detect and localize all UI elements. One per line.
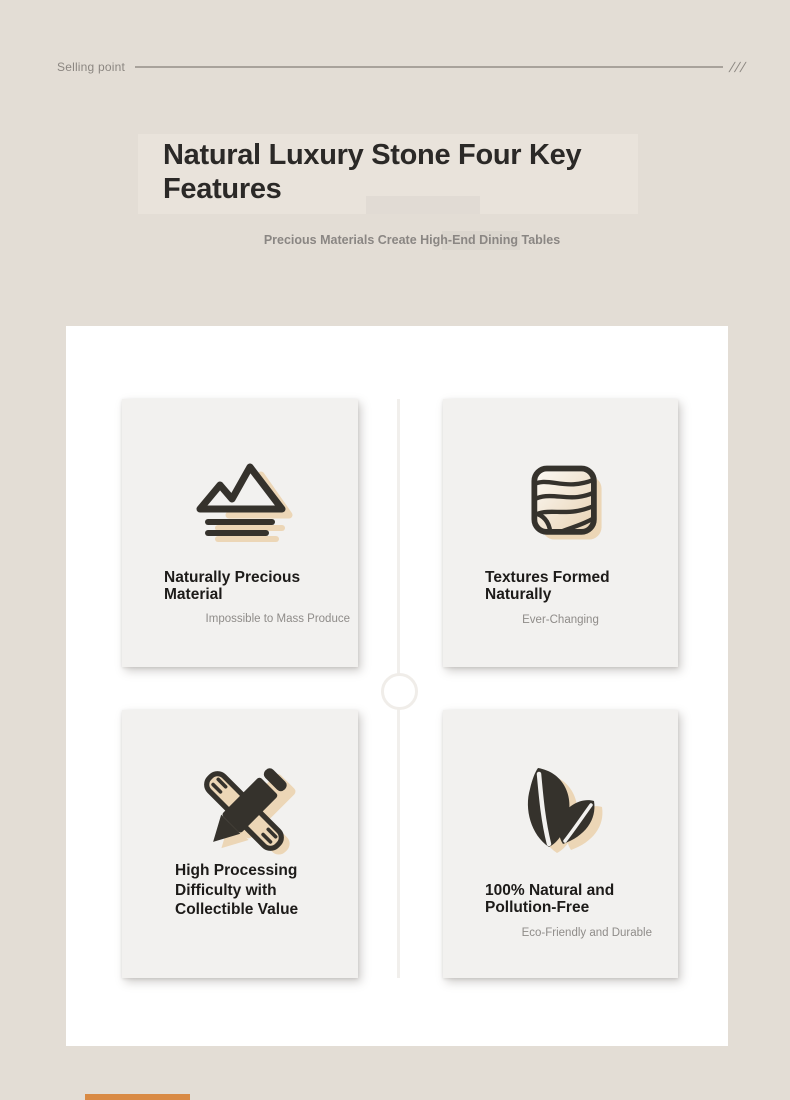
texture-waves-icon — [519, 457, 615, 553]
divider-node-circle — [381, 673, 418, 710]
feature-title: Naturally Precious Material — [164, 569, 301, 603]
slashes-decoration: /// — [728, 59, 748, 75]
feature-title: High Processing Difficulty with Collectible Value — [175, 862, 299, 918]
header-row — [57, 59, 746, 75]
feature-card-processing — [122, 710, 358, 978]
page-title: Natural Luxury Stone Four Key Features — [163, 139, 582, 205]
eyebrow-label: Selling point — [57, 60, 125, 74]
feature-card-precious-material — [122, 399, 358, 667]
feature-card-textures — [443, 399, 678, 667]
feature-title: 100% Natural and Pollution-Free — [485, 882, 615, 916]
accent-bar — [85, 1094, 190, 1100]
rule-line — [135, 66, 723, 68]
feature-subtitle: Ever-Changing — [522, 614, 599, 626]
mountain-icon — [192, 447, 296, 553]
pencil-ruler-icon — [192, 758, 296, 864]
feature-subtitle: Impossible to Mass Produce — [205, 613, 350, 625]
feature-title: Textures Formed Naturally — [485, 569, 610, 603]
feature-card-natural — [443, 710, 678, 978]
leaf-icon — [505, 760, 605, 860]
page-subtitle: Precious Materials Create High-End Dining Tables — [263, 233, 561, 247]
feature-subtitle: Eco-Friendly and Durable — [521, 927, 652, 939]
